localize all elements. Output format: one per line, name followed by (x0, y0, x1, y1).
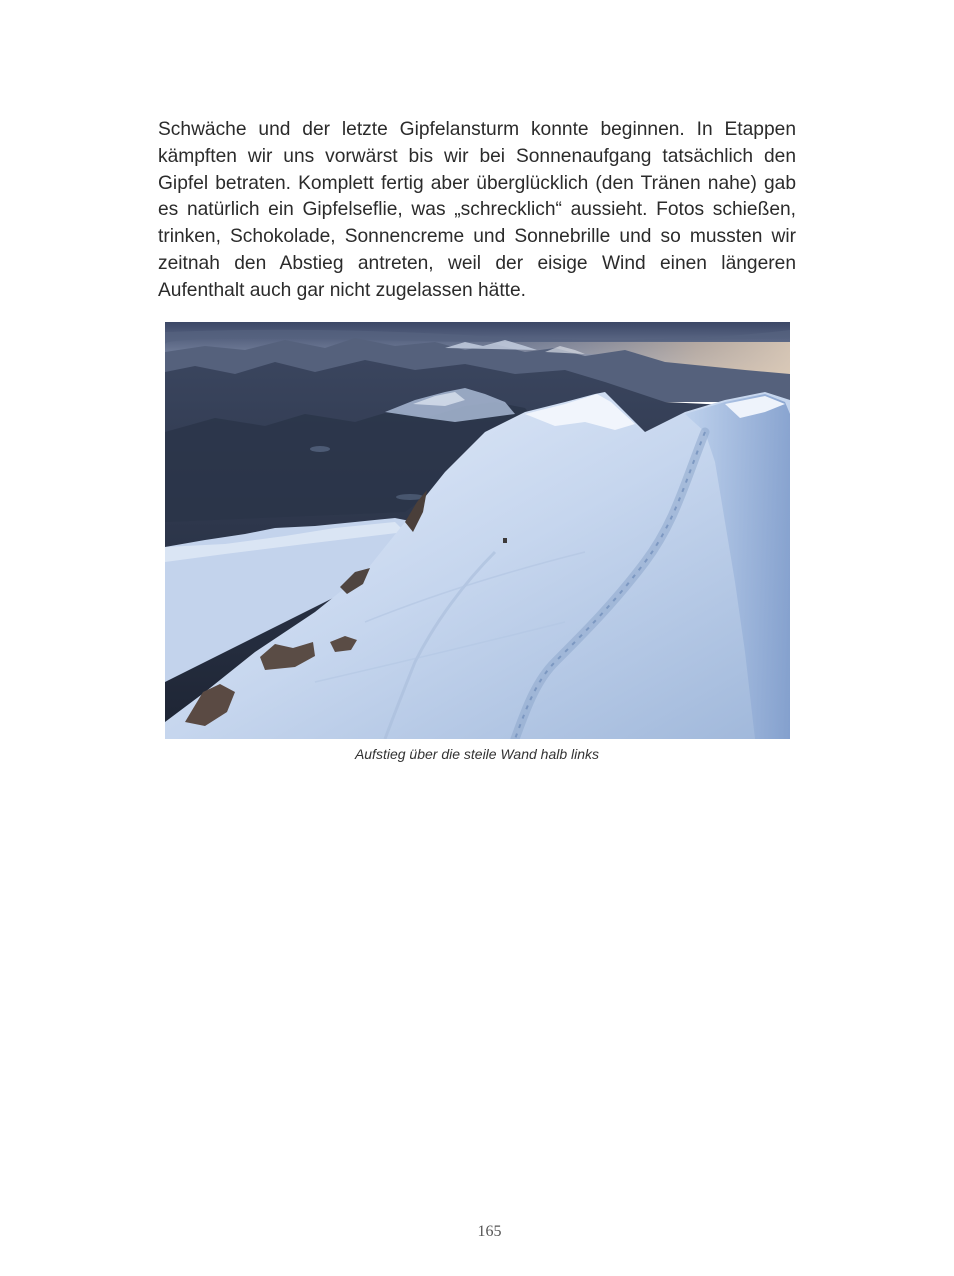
page-number: 165 (477, 1223, 502, 1240)
summit-ridge-photo (165, 322, 790, 739)
figure-caption: Aufstieg über die steile Wand halb links (354, 746, 600, 762)
body-paragraph: Schwäche und der letzte Gipfelansturm konnte beginnen. In Etappen kämpften wir uns vorwärst bis wir bei Sonnenaufgang tatsächlich den Gipfel betraten. Komplett fertig aber überglücklich (den Tränen nahe) gab es natürlich ein Gipfelseflie, was „schrecklich“ aussieht. Fotos schießen, trinken, Schokolade, Sonnencreme und Sonnebrille und so mussten wir zeitnah den Abstieg antreten, weil der eisige Wind einen längeren Aufenthalt auch gar nicht zugelassen hätte. (158, 119, 796, 301)
